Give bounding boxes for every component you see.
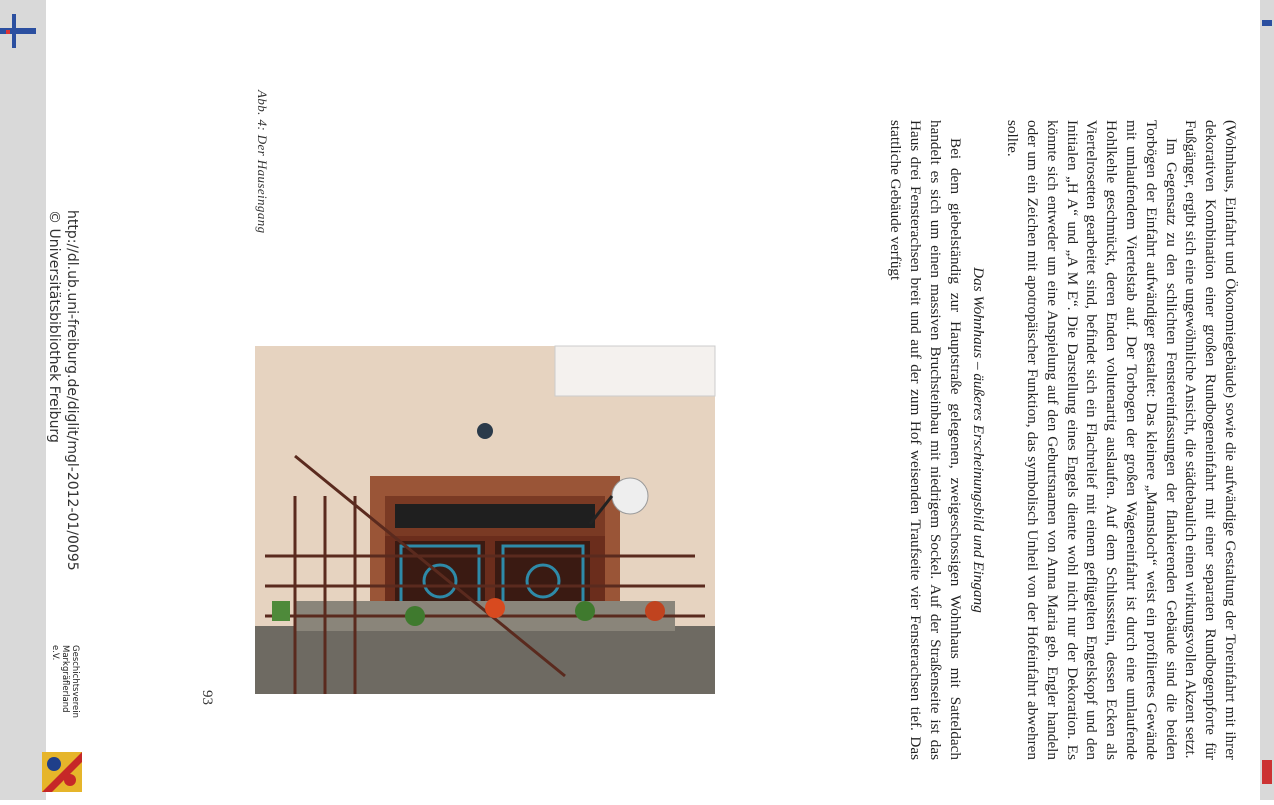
crest-logo-icon — [37, 752, 82, 792]
paragraph-1: (Wohnhaus, Einfahrt und Ökonomiegebäude) sowie die aufwändige Gestaltung der Toreinfahrt mit ihrer dekorativen Kombination einer großen Rundbogeneinfahrt mit einer separaten Rundbogenpforte für Fußgänger, ergibt sich eine ungewöhnliche Ansicht, die städtebaulich einen wirkungsvollen Akzent setzt. — [1182, 120, 1239, 760]
photo-illustration — [255, 346, 715, 694]
figure-caption: Abb. 4: Der Hauseingang — [255, 90, 270, 234]
scan-registration-mark — [0, 0, 46, 800]
footer-copyright: © Universitätsbibliothek Freiburg — [46, 210, 62, 443]
page-number: 93 — [199, 690, 215, 705]
footer-organization — [50, 645, 80, 725]
left-margin-strip — [0, 0, 46, 800]
door-entrance-photo — [255, 346, 715, 694]
section-heading: Das Wohnhaus – äußeres Erscheinungsbild und Eingang — [970, 267, 988, 613]
footer-url-link[interactable]: http://dl.ub.uni-freiburg.de/diglit/mgl-2012-01/0095 — [64, 210, 80, 571]
footer-org-line1: Geschichtsverein — [70, 645, 80, 719]
scan-registration-mark-right — [1260, 0, 1274, 800]
paragraph-3: Bei dem giebelständig zur Hauptstraße gelegenen, zweigeschossigen Wohnhaus mit Satteldach handelt es sich um einen massiven Bruchsteinbau mit niedrigem Sockel. Auf der Straßenseite ist das Haus drei Fensterachsen breit und auf der zum Hof weisenden Traufseite vier Fensterachsen tief. Das stattliche Gebäude verfügt — [887, 120, 964, 760]
right-margin-strip — [1260, 0, 1274, 800]
text-column-top — [885, 120, 1240, 760]
rotated-page-content — [48, 0, 1260, 800]
footer-org-line2: Markgräflerland e.V. — [50, 645, 70, 713]
document-page — [48, 0, 1260, 800]
paragraph-2: Im Gegensatz zu den schlichten Fenstereinfassungen der flankierenden Gebäude sind die beiden Torbögen der Einfahrt aufwändiger gestaltet: Das kleinere „Mannsloch“ weist ein profiliertes Gewände mit umlaufendem Viertelstab auf. Der Torbogen der großen Wageneinfahrt ist durch eine umlaufende Hohlkehle geschmückt, deren Enden volutenartig auslaufen. Auf dem Schlussstein, dessen Ecken als Viertelrosetten gearbeitet sind, befindet sich ein Flachrelief mit einem geflügelten Engelskopf und den Initialen „H A“ und „A M E“. Die Darstellung eines Engels diente wohl nicht nur der Dekoration. Es könnte sich entweder um eine Anspielung auf den Geburtsnamen von Anna Maria geb. Engler handeln oder um ein Zeichen mit apotropäischer Funktion, das symbolisch Unheil von der Hofeinfahrt abwehren sollte. — [1004, 120, 1180, 760]
